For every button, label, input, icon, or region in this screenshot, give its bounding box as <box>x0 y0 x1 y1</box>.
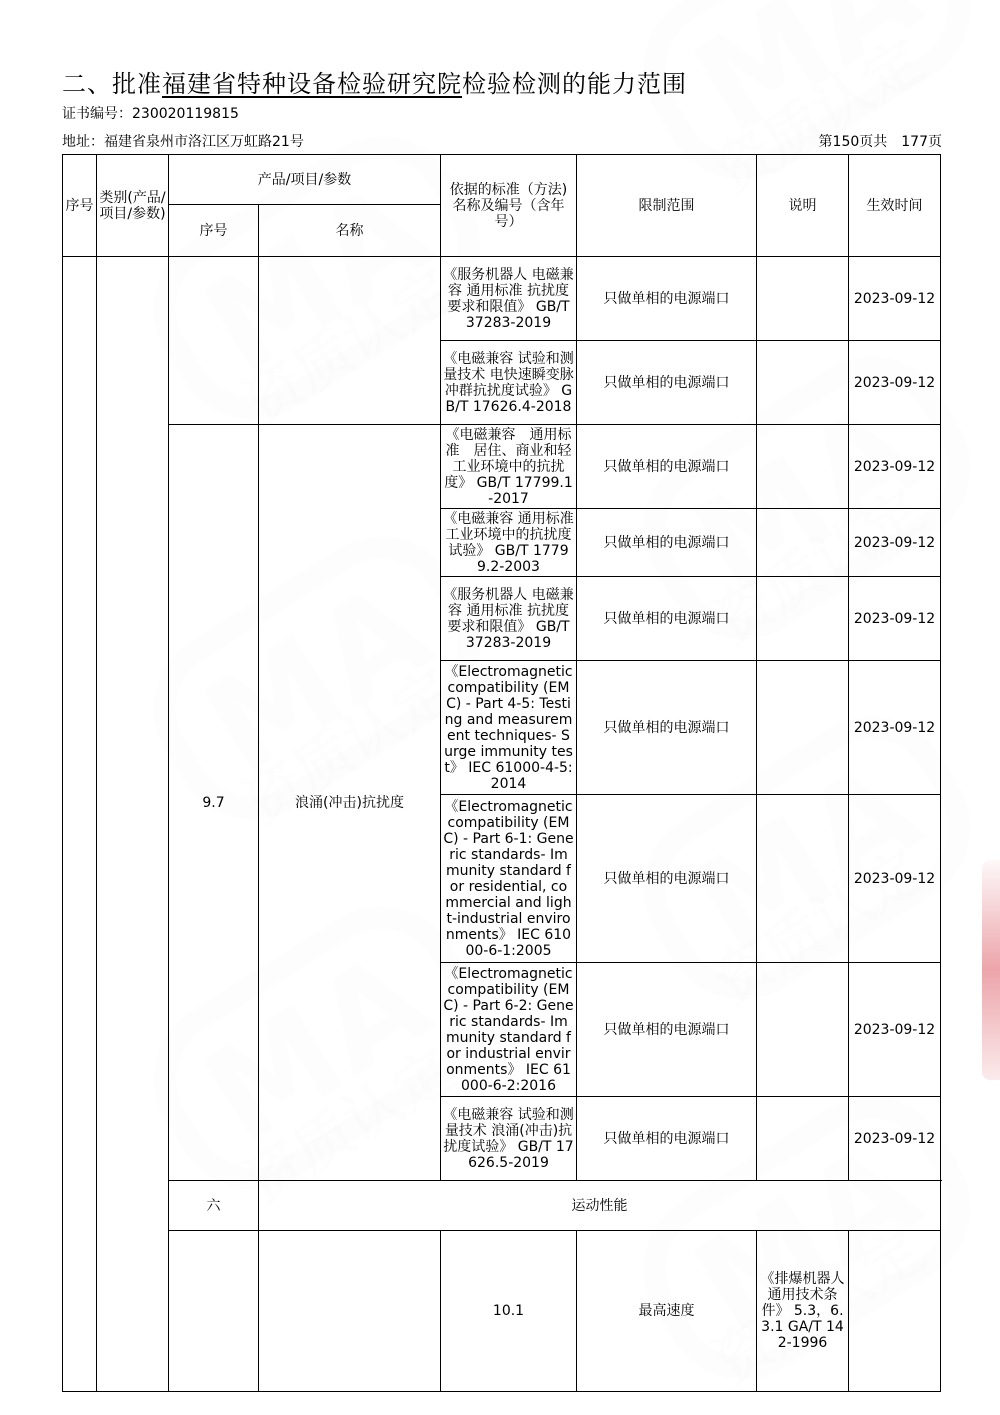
seq-cell <box>169 1231 259 1392</box>
limit-cell: 只做单相的电源端口 <box>577 509 757 577</box>
name-cell: 浪涌(冲击)抗扰度 <box>259 425 441 1181</box>
cert-label: 证书编号： <box>62 106 132 122</box>
table-row <box>63 425 941 509</box>
sub-seq-cell <box>169 257 259 425</box>
standard-cell: 《Electromagnetic compatibility (EMC) - Part 6-2: Generic standards- Immunity standard for industrial environments》 IEC 61000-6-2:2016 <box>441 963 577 1097</box>
note-cell <box>757 963 849 1097</box>
header-limit: 限制范围 <box>577 155 757 257</box>
standard-cell: 《服务机器人 电磁兼容 通用标准 抗扰度要求和限值》 GB/T 37283-2019 <box>441 257 577 341</box>
header-name: 名称 <box>259 205 441 257</box>
page-title <box>62 64 687 99</box>
date-cell: 2023-09-12 <box>849 795 941 963</box>
date-cell: 2023-09-12 <box>849 257 941 341</box>
note-cell <box>757 509 849 577</box>
note-cell <box>757 425 849 509</box>
section-row <box>63 1181 941 1231</box>
standard-cell: 《Electromagnetic compatibility (EMC) - Part 4-5: Testing and measurement techniques- Surge immunity test》 IEC 61000-4-5:2014 <box>441 661 577 795</box>
red-seal-edge <box>982 860 1000 1080</box>
sub-seq-cell: 10.1 <box>441 1231 577 1392</box>
note-cell <box>757 795 849 963</box>
limit-cell: 只做单相的电源端口 <box>577 963 757 1097</box>
title-prefix: 二、批准 <box>62 70 162 98</box>
seq-cell <box>63 257 97 1392</box>
note-cell <box>757 661 849 795</box>
section-seq: 六 <box>169 1181 259 1231</box>
date-cell: 2023-09-12 <box>849 1097 941 1181</box>
certificate-number <box>62 103 239 123</box>
date-cell: 2023-09-12 <box>849 963 941 1097</box>
limit-cell: 只做单相的电源端口 <box>577 577 757 661</box>
limit-cell: 只做单相的电源端口 <box>577 425 757 509</box>
title-suffix: 检验检测的能力范围 <box>462 70 687 98</box>
note-cell <box>757 257 849 341</box>
header-seq: 序号 <box>63 155 97 257</box>
capability-table <box>62 154 941 1392</box>
header-note: 说明 <box>757 155 849 257</box>
address-label: 地址： <box>62 134 104 150</box>
date-cell: 2023-09-12 <box>849 509 941 577</box>
note-cell <box>757 1097 849 1181</box>
header-date: 生效时间 <box>849 155 941 257</box>
table-row <box>63 1231 941 1392</box>
header-sub-seq: 序号 <box>169 205 259 257</box>
category-cell <box>259 1231 441 1392</box>
limit-cell <box>849 1231 941 1392</box>
table-row <box>63 257 941 341</box>
category-cell <box>97 257 169 1392</box>
standard-cell: 《电磁兼容 通用标准 居住、商业和轻工业环境中的抗扰度》 GB/T 17799.1-2017 <box>441 425 577 509</box>
date-cell: 2023-09-12 <box>849 341 941 425</box>
limit-cell: 只做单相的电源端口 <box>577 661 757 795</box>
standard-cell: 《电磁兼容 试验和测量技术 电快速瞬变脉冲群抗扰度试验》 GB/T 17626.4-2018 <box>441 341 577 425</box>
standard-cell: 《Electromagnetic compatibility (EMC) - Part 6-1: Generic standards- Immunity standard for residential, commercial and light-industrial environments》 IEC 61000-6-1:2005 <box>441 795 577 963</box>
limit-cell: 只做单相的电源端口 <box>577 341 757 425</box>
date-cell: 2023-09-12 <box>849 661 941 795</box>
header-category: 类别(产品/项目/参数) <box>97 155 169 257</box>
header-row-1 <box>63 155 941 205</box>
limit-cell: 只做单相的电源端口 <box>577 257 757 341</box>
name-cell: 最高速度 <box>577 1231 757 1392</box>
institution-name: 福建省特种设备检验研究院 <box>162 70 462 98</box>
address-line <box>62 131 304 151</box>
note-cell <box>757 341 849 425</box>
standard-cell: 《排爆机器人通用技术条件》 5.3，6.3.1 GA/T 142-1996 <box>757 1231 849 1392</box>
header-product-group: 产品/项目/参数 <box>169 155 441 205</box>
date-cell: 2023-09-12 <box>849 577 941 661</box>
note-cell <box>757 577 849 661</box>
date-cell: 2023-09-12 <box>849 425 941 509</box>
name-cell <box>259 257 441 425</box>
cert-value: 230020119815 <box>132 106 239 122</box>
standard-cell: 《电磁兼容 试验和测量技术 浪涌(冲击)抗扰度试验》 GB/T 17626.5-2019 <box>441 1097 577 1181</box>
standard-cell: 《电磁兼容 通用标准 工业环境中的抗扰度试验》 GB/T 17799.2-2003 <box>441 509 577 577</box>
address-value: 福建省泉州市洛江区万虹路21号 <box>104 134 304 150</box>
section-label: 运动性能 <box>259 1181 941 1231</box>
standard-cell: 《服务机器人 电磁兼容 通用标准 抗扰度要求和限值》 GB/T 37283-2019 <box>441 577 577 661</box>
limit-cell: 只做单相的电源端口 <box>577 795 757 963</box>
sub-seq-cell: 9.7 <box>169 425 259 1181</box>
header-standard: 依据的标准（方法)名称及编号（含年号） <box>441 155 577 257</box>
limit-cell: 只做单相的电源端口 <box>577 1097 757 1181</box>
page-indicator: 第150页共 177页 <box>818 134 942 150</box>
